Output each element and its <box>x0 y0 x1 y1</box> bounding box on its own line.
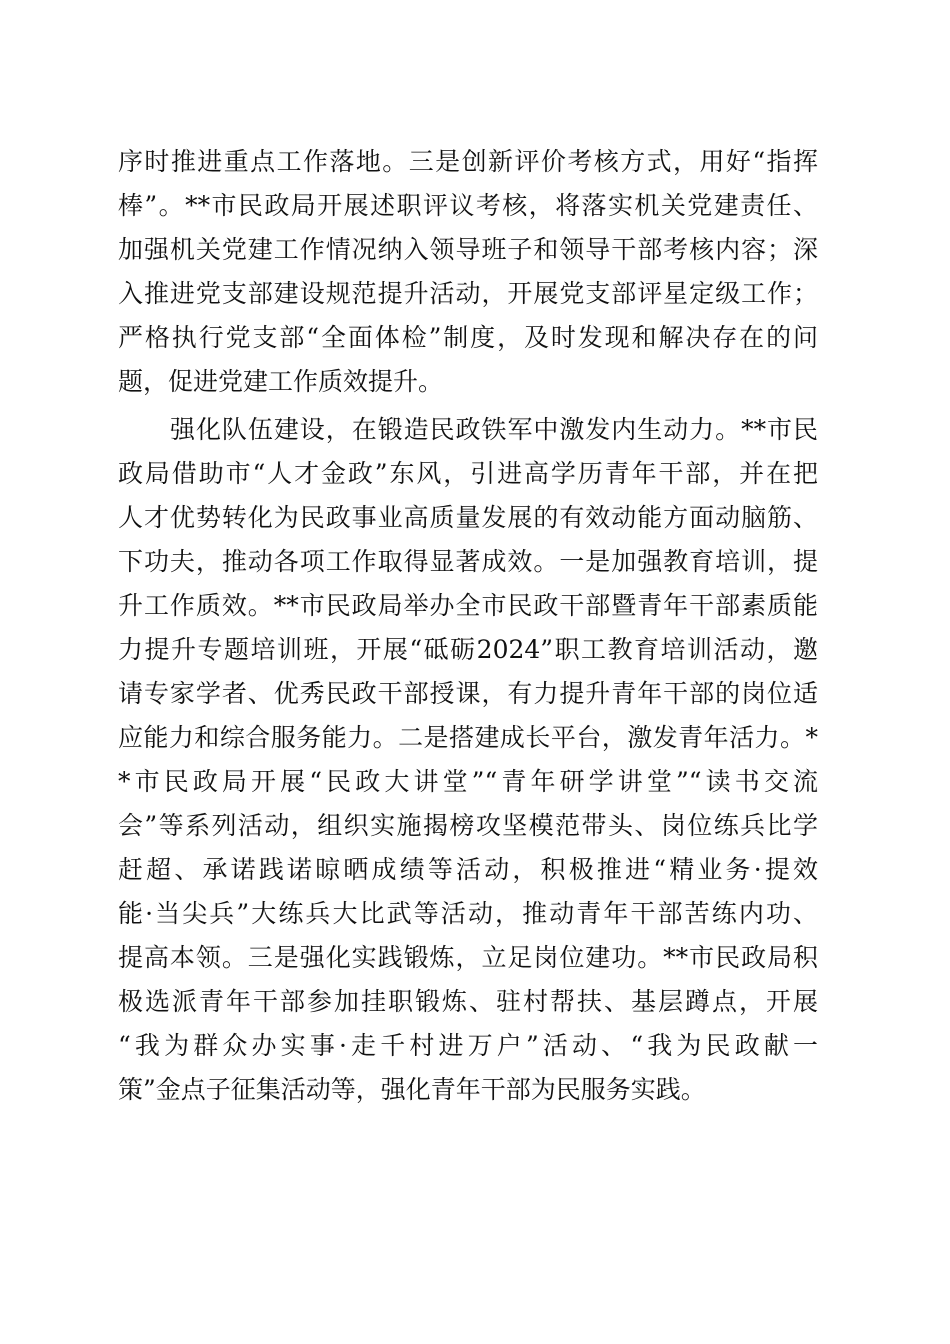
text-line: 棒”。**市民政局开展述职评议考核，将落实机关党建责任、 <box>118 191 818 220</box>
paragraph-1 <box>118 140 818 404</box>
text-line: 应能力和综合服务能力。二是搭建成长平台，激发青年活力。* <box>118 723 818 752</box>
text-line: 强化队伍建设，在锻造民政铁军中激发内生动力。**市民 <box>170 415 818 444</box>
text-line: 策”金点子征集活动等，强化青年干部为民服务实践。 <box>118 1075 706 1104</box>
text-line: 请专家学者、优秀民政干部授课，有力提升青年干部的岗位适 <box>118 679 818 708</box>
text-line: 入推进党支部建设规范提升活动，开展党支部评星定级工作； <box>118 279 818 308</box>
text-line: 序时推进重点工作落地。三是创新评价考核方式，用好“指挥 <box>118 147 818 176</box>
text-line: 提高本领。三是强化实践锻炼，立足岗位建功。**市民政局积 <box>118 943 818 972</box>
text-line: 能·当尖兵”大练兵大比武等活动，推动青年干部苦练内功、 <box>118 899 818 928</box>
text-line: 极选派青年干部参加挂职锻炼、驻村帮扶、基层蹲点，开展 <box>118 987 818 1016</box>
text-line: 赶超、承诺践诺晾晒成绩等活动，积极推进“精业务·提效 <box>118 855 818 884</box>
text-line: 人才优势转化为民政事业高质量发展的有效动能方面动脑筋、 <box>118 503 818 532</box>
text-line: 力提升专题培训班，开展“砥砺2024”职工教育培训活动，邀 <box>118 635 818 664</box>
paragraph-2 <box>118 408 818 1112</box>
text-line: 严格执行党支部“全面体检”制度，及时发现和解决存在的问 <box>118 323 818 352</box>
text-line: “我为群众办实事·走千村进万户”活动、“我为民政献一 <box>118 1031 818 1060</box>
text-line: 升工作质效。**市民政局举办全市民政干部暨青年干部素质能 <box>118 591 818 620</box>
document-body <box>118 140 818 1112</box>
text-line: 政局借助市“人才金政”东风，引进高学历青年干部，并在把 <box>118 459 818 488</box>
text-line: 加强机关党建工作情况纳入领导班子和领导干部考核内容；深 <box>118 235 818 264</box>
text-line: 下功夫，推动各项工作取得显著成效。一是加强教育培训，提 <box>118 547 818 576</box>
text-line: 题，促进党建工作质效提升。 <box>118 367 444 396</box>
text-line: *市民政局开展“民政大讲堂”“青年研学讲堂”“读书交流 <box>118 767 818 796</box>
text-line: 会”等系列活动，组织实施揭榜攻坚模范带头、岗位练兵比学 <box>118 811 818 840</box>
